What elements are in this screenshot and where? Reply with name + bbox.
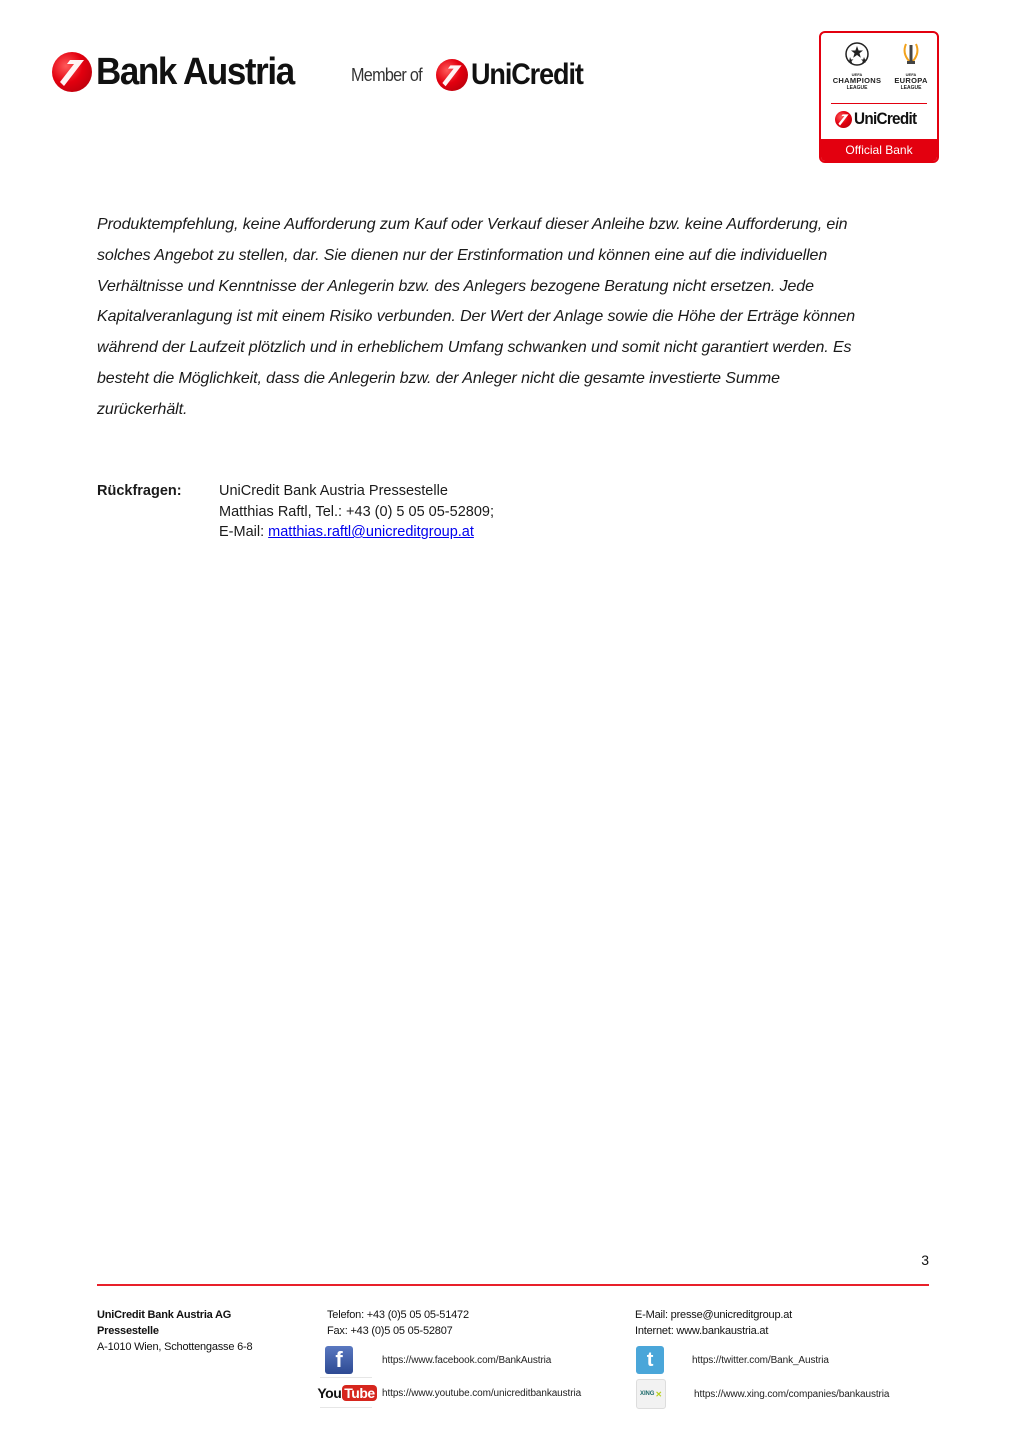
member-of-unicredit bbox=[351, 58, 595, 92]
email-prefix: E-Mail: bbox=[219, 524, 269, 540]
footer-department: Pressestelle bbox=[97, 1325, 159, 1337]
page-number: 3 bbox=[921, 1252, 929, 1268]
member-of-text: Member of bbox=[351, 64, 422, 85]
separator bbox=[320, 1377, 372, 1378]
europa-trophy-icon bbox=[898, 41, 924, 67]
disclaimer-line: Verhältnisse und Kenntnisse der Anlegerin bzw. des Anlegers bezogene Beratung nicht ersetzen. Jede bbox=[97, 277, 814, 295]
social-xing[interactable] bbox=[636, 1379, 889, 1409]
starball-icon bbox=[844, 41, 870, 67]
footer-company: UniCredit Bank Austria AG bbox=[97, 1309, 232, 1321]
contact-email-link[interactable]: matthias.raftl@unicreditgroup.at bbox=[268, 524, 474, 540]
badge-unicredit-logo bbox=[821, 109, 937, 129]
champions-league-logo: UEFA CHAMPIONS LEAGUE bbox=[827, 41, 887, 91]
parent-brand-name: UniCredit bbox=[470, 58, 583, 91]
xing-url[interactable]: https://www.xing.com/companies/bankaustria bbox=[694, 1388, 890, 1400]
youtube-icon: You Tube bbox=[317, 1385, 375, 1401]
social-youtube[interactable] bbox=[317, 1379, 582, 1407]
unicredit-ball-icon bbox=[436, 59, 468, 91]
badge-divider bbox=[831, 103, 927, 104]
social-facebook[interactable] bbox=[325, 1346, 551, 1374]
contact-person: Matthias Raftl, Tel.: +43 (0) 5 05 05-52809; bbox=[219, 503, 494, 520]
footer-fax: Fax: +43 (0)5 05 05-52807 bbox=[327, 1325, 453, 1337]
youtube-url[interactable]: https://www.youtube.com/unicreditbankaustria bbox=[382, 1387, 582, 1399]
footer-web-block bbox=[635, 1307, 792, 1339]
disclaimer-line: während der Laufzeit plötzlich und in erheblichem Umfang schwanken und somit nicht garantiert werden. Es bbox=[97, 339, 852, 357]
unicredit-ball-icon bbox=[835, 111, 852, 128]
contact-email-line bbox=[219, 522, 494, 543]
footer-phone-block bbox=[327, 1307, 469, 1339]
facebook-icon: f bbox=[325, 1346, 353, 1374]
separator bbox=[320, 1407, 372, 1408]
disclaimer-line: Produktempfehlung, keine Aufforderung zum Kauf oder Verkauf dieser Anleihe bzw. keine Aufforderung, ein bbox=[97, 216, 848, 233]
twitter-url[interactable]: https://twitter.com/Bank_Austria bbox=[692, 1354, 829, 1366]
facebook-url[interactable]: https://www.facebook.com/BankAustria bbox=[382, 1354, 552, 1366]
footer-street: A-1010 Wien, Schottengasse 6-8 bbox=[97, 1341, 253, 1353]
disclaimer-line: Kapitalveranlagung ist mit einem Risiko verbunden. Der Wert der Anlage sowie die Höhe der Erträge können bbox=[97, 308, 856, 326]
footer-divider bbox=[97, 1284, 929, 1286]
official-bank-label: Official Bank bbox=[821, 139, 937, 161]
footer-email: E-Mail: presse@unicreditgroup.at bbox=[635, 1309, 793, 1321]
footer-phone: Telefon: +43 (0)5 05 05-51472 bbox=[327, 1309, 469, 1321]
contact-label: Rückfragen: bbox=[97, 483, 182, 499]
badge-sponsor-name: UniCredit bbox=[853, 109, 917, 128]
bank-austria-logo bbox=[52, 50, 311, 94]
brand-name: Bank Austria bbox=[96, 51, 294, 93]
disclaimer-line: besteht die Möglichkeit, dass die Anlegerin bzw. der Anleger nicht die gesamte investierte Summe bbox=[97, 369, 780, 387]
contact-org: UniCredit Bank Austria Pressestelle bbox=[219, 483, 448, 499]
europa-league-logo: UEFA EUROPA LEAGUE bbox=[889, 41, 933, 91]
footer-internet: Internet: www.bankaustria.at bbox=[635, 1325, 769, 1337]
xing-icon: XING ✕ bbox=[636, 1379, 666, 1409]
footer-address bbox=[97, 1307, 252, 1355]
social-twitter[interactable] bbox=[636, 1346, 829, 1374]
disclaimer-line: zurückerhält. bbox=[97, 400, 188, 418]
disclaimer-line: solches Angebot zu stellen, dar. Sie dienen nur der Erstinformation und können eine auf die individuellen bbox=[97, 246, 828, 264]
official-bank-badge bbox=[819, 31, 939, 163]
disclaimer-paragraph bbox=[97, 210, 937, 426]
twitter-icon: t bbox=[636, 1346, 664, 1374]
unicredit-ball-icon bbox=[52, 52, 92, 92]
